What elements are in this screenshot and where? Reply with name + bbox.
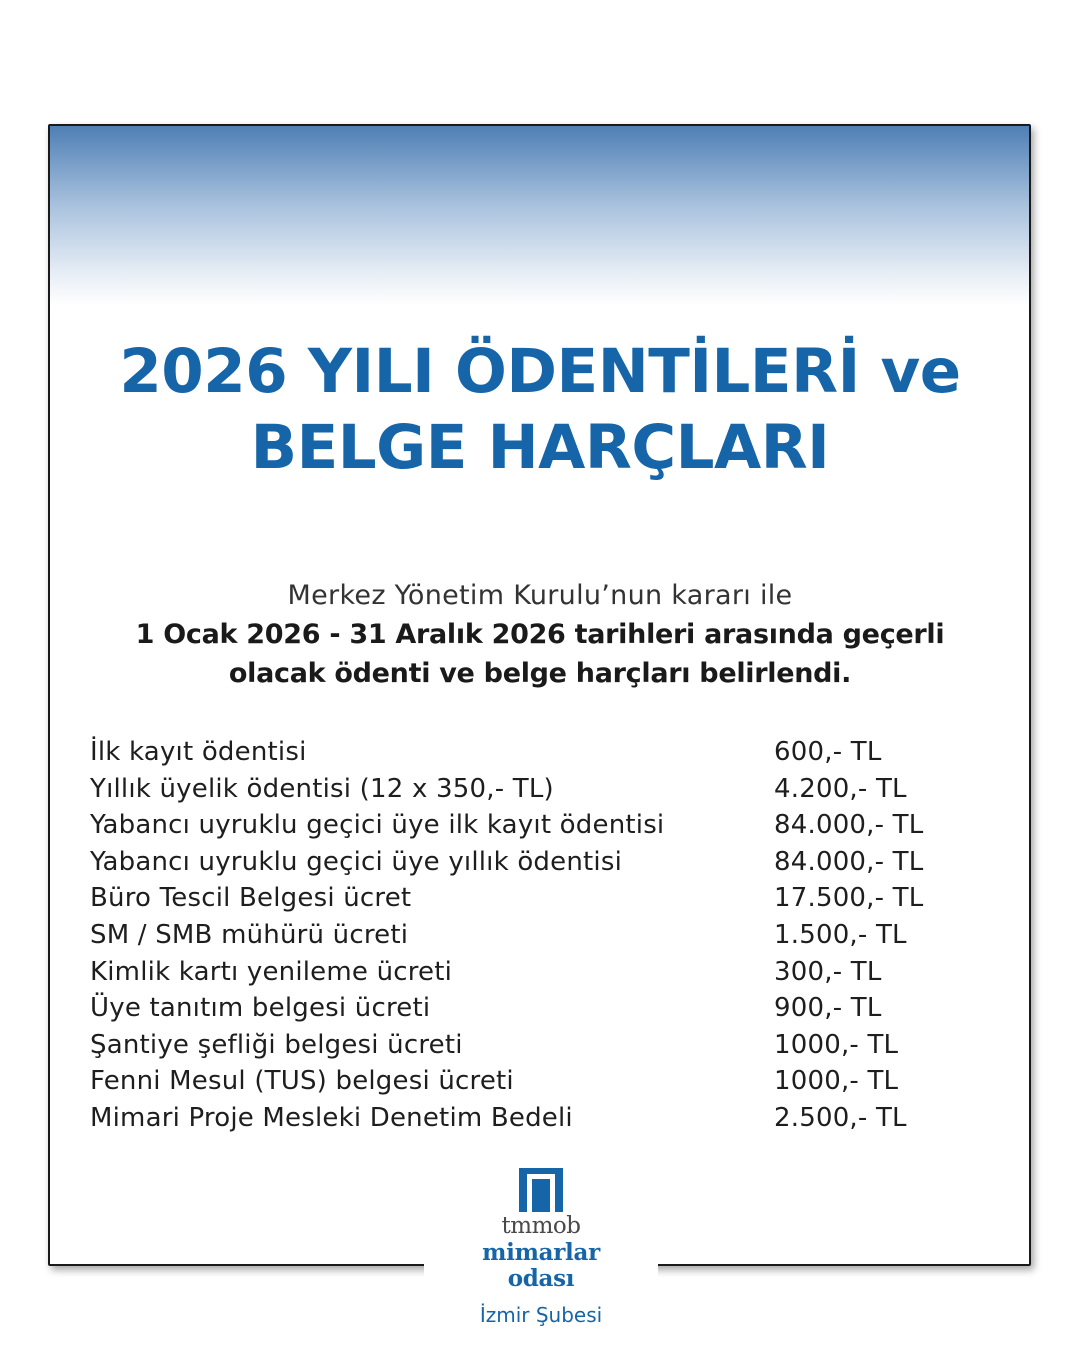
branch-name: İzmir Şubesi xyxy=(479,1303,603,1327)
fee-row xyxy=(90,954,990,991)
fee-label: Üye tanıtım belgesi ücreti xyxy=(90,993,431,1024)
fee-row xyxy=(90,771,990,808)
title-line-1: 2026 YILI ÖDENTİLERİ ve xyxy=(119,336,961,407)
fee-value: 1000,- TL xyxy=(774,1066,899,1097)
intro-line-3: olacak ödenti ve belge harçları belirlendi. xyxy=(228,658,852,689)
fee-value: 2.500,- TL xyxy=(774,1102,907,1133)
fee-value: 600,- TL xyxy=(774,737,882,767)
fee-row xyxy=(90,734,990,771)
fee-label: SM / SMB mühürü ücreti xyxy=(90,919,409,950)
fee-value: 300,- TL xyxy=(774,956,882,987)
title-line-2: BELGE HARÇLARI xyxy=(250,412,830,483)
logo-tmmob-text: tmmob xyxy=(501,1213,581,1239)
intro-text xyxy=(0,576,1080,693)
fee-label: Yabancı uyruklu geçici üye ilk kayıt ödentisi xyxy=(90,810,665,841)
intro-line-1: Merkez Yönetim Kurulu’nun kararı ile xyxy=(287,580,793,611)
fee-value: 1.500,- TL xyxy=(774,919,907,950)
fee-row xyxy=(90,844,990,881)
fee-value: 4.200,- TL xyxy=(774,773,907,804)
fee-label: Kimlik kartı yenileme ücreti xyxy=(90,956,453,987)
fee-list xyxy=(90,734,990,1137)
fee-label: Şantiye şefliği belgesi ücreti xyxy=(90,1029,463,1060)
fee-label: Yabancı uyruklu geçici üye yıllık ödentisi xyxy=(90,846,622,877)
fee-value: 900,- TL xyxy=(774,993,882,1024)
tmmob-building-icon xyxy=(518,1167,564,1213)
logo-odasi-text: odası xyxy=(507,1265,575,1292)
page-title xyxy=(0,334,1080,486)
fee-value: 17.500,- TL xyxy=(774,883,924,914)
fee-row xyxy=(90,990,990,1027)
fee-label: İlk kayıt ödentisi xyxy=(90,737,307,767)
fee-label: Yıllık üyelik ödentisi (12 x 350,- TL) xyxy=(90,773,554,804)
fee-row xyxy=(90,1100,990,1137)
organization-logo xyxy=(424,1157,658,1350)
fee-value: 84.000,- TL xyxy=(774,846,924,877)
fee-label: Fenni Mesul (TUS) belgesi ücreti xyxy=(90,1066,514,1097)
fee-label: Büro Tescil Belgesi ücret xyxy=(90,883,412,914)
fee-row xyxy=(90,807,990,844)
fee-row xyxy=(90,917,990,954)
fee-value: 84.000,- TL xyxy=(774,810,924,841)
fee-row xyxy=(90,880,990,917)
fee-row xyxy=(90,1027,990,1064)
logo-mimarlar-text: mimarlar xyxy=(482,1239,600,1266)
fee-row xyxy=(90,1063,990,1100)
fee-value: 1000,- TL xyxy=(774,1029,899,1060)
fee-label: Mimari Proje Mesleki Denetim Bedeli xyxy=(90,1102,573,1133)
intro-line-2: 1 Ocak 2026 - 31 Aralık 2026 tarihleri arasında geçerli xyxy=(135,619,945,650)
